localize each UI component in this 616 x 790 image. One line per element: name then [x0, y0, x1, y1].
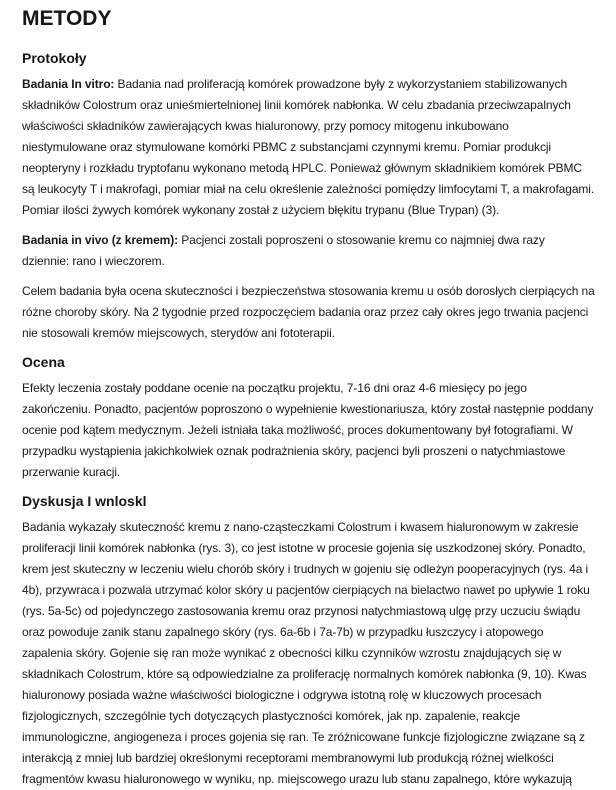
- paragraph-cel-badania: [22, 281, 595, 344]
- section-heading-ocena: Ocena: [22, 354, 65, 370]
- section-heading-protokoly: Protokoły: [22, 50, 87, 66]
- paragraph-text-dyskusja: Badania wykazały skuteczność kremu z nano-cząsteczkami Colostrum i kwasem hialuronowym w zakresie proliferacji linii komórek nabłonka (rys. 3), co jest istotne w procesie gojenia się uszkodzonej skóry. Ponadto, krem jest skuteczny w leczeniu wielu chorób skóry i trudnych w gojeniu się odleżyn pooperacyjnych (rys. 4a i 4b), przywraca i pozwala utrzymać kolor skóry u pacjentów cierpiących na bielactwo nawet po upływie 1 roku (rys. 5a-5c) od pojedynczego zastosowania kremu oraz przynosi natychmiastową ulgę przy uczuciu świądu oraz powoduje zanik stanu zapalnego skóry (rys. 6a-6b i 7a-7b) w przypadku łuszczycy i atopowego zapalenia skóry. Gojenie się ran może wynikać z obecności kilku czynników wzrostu znajdujących się w składnikach Colostrum, które są odpowiedzialne za proliferację normalnych komórek nabłonka (9, 10). Kwas hialuronowy posiada ważne właściwości biologiczne i odgrywa istotną rolę w kluczowych procesach fizjologicznych, szczególnie tych dotyczących plastyczności komórek, jak np. zapalenie, reakcje immunologiczne, angiogeneza i proces gojenia się ran. Te zróżnicowane funkcje fizjologiczne związane są z interakcją z mniej lub bardziej określonymi receptorami membranowymi lub produkcją różnej wielkości fragmentów kwasu hialuronowego w wyniku, np. miejscowego urazu lub stanu zapalnego, które wykazują: [22, 520, 590, 786]
- section-dyskusja: [22, 492, 595, 790]
- document-title: METODY: [22, 7, 112, 30]
- section-ocena: [22, 353, 595, 483]
- section-protokoly: [22, 49, 595, 344]
- paragraph-lead-in-vivo: Badania in vivo (z kremem):: [22, 233, 179, 247]
- paragraph-text-ocena: Efekty leczenia zostały poddane ocenie na początku projektu, 7-16 dni oraz 4-6 miesięcy po jego zakończeniu. Ponadto, pacjentów poproszono o wypełnienie kwestionariusza, który został następnie poddany ocenie pod kątem medycznym. Jeżeli istniała taka możliwość, proces dokumentowany był fotografiami. W przypadku wystąpienia jakichkolwiek oznak podrażnienia skóry, pacjenci byli proszeni o natychmiastowe przerwanie kuracji.: [22, 381, 594, 479]
- paragraph-lead-in-vitro: Badania In vitro:: [22, 77, 115, 91]
- paragraph-in-vitro: [22, 74, 595, 221]
- paragraph-ocena: [22, 378, 595, 483]
- section-heading-dyskusja: Dyskusja I wnloskl: [22, 493, 147, 509]
- paragraph-text-in-vivo: Pacjenci zostali poproszeni o stosowanie kremu co najmniej dwa razy dziennie: rano i wieczorem.: [22, 233, 545, 268]
- paragraph-in-vivo: [22, 230, 595, 272]
- paragraph-text-in-vitro: Badania nad proliferacją komórek prowadzone były z wykorzystaniem stabilizowanych składników Colostrum oraz unieśmiertelnionej linii komórek nabłonka. W celu zbadania przeciwzapalnych właściwości składników zawierających kwas hialuronowy, przy pomocy mitogenu inkubowano niestymulowane oraz stymulowane komórki PBMC z substancjami czynnymi kremu. Pomiar produkcji neopteryny i rozkładu tryptofanu wykonano metodą HPLC. Ponieważ głównym składnikiem komórek PBMC są leukocyty T i makrofagi, pomiar miał na celu określenie zależności pomiędzy limfocytami T, a makrofagami. Pomiar ilości żywych komórek wykonany został z użyciem błękitu trypanu (Blue Trypan) (3).: [22, 77, 595, 217]
- paragraph-text-cel-badania: Celem badania była ocena skuteczności i bezpieczeństwa stosowania kremu u osób dorosłych cierpiących na różne choroby skóry. Na 2 tygodnie przed rozpoczęciem badania oraz przez cały okres jego trwania pacjenci nie stosowali kremów miejscowych, sterydów ani fototerapii.: [22, 284, 595, 340]
- paragraph-dyskusja: [22, 517, 595, 790]
